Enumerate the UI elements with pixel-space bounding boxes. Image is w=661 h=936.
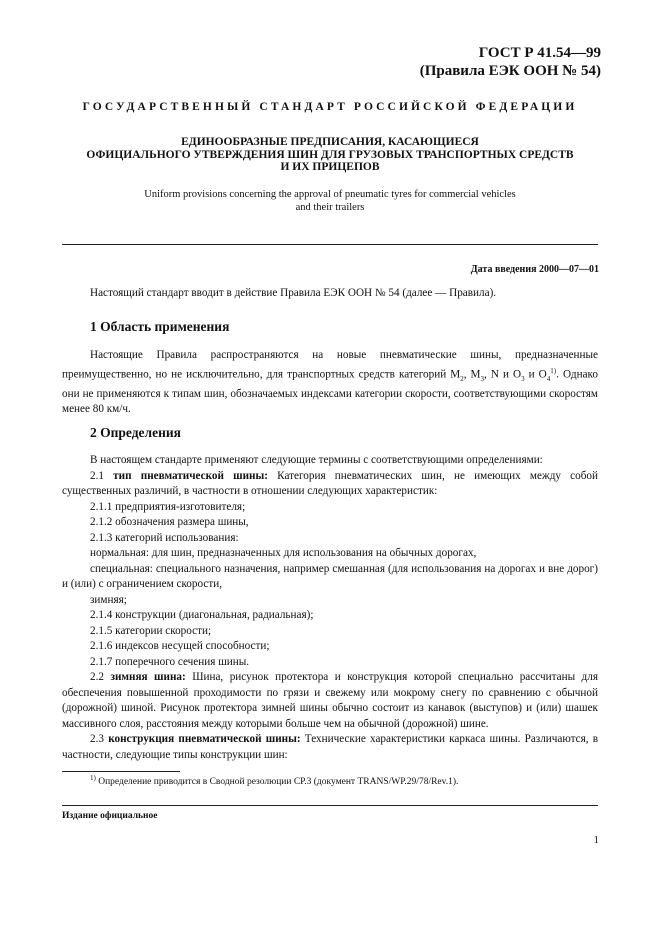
english-title-line: and their trailers (295, 202, 365, 213)
list-item: 2.1.4 конструкции (диагональная, радиальная); (90, 609, 314, 621)
english-title-line: Uniform provisions concerning the approval of pneumatic tyres for commercial vehicles (144, 189, 516, 200)
footnote: $^{1)}$ Определение приводится в Сводной резолюции СР.3 (документ TRANS/WP.29/78/Rev.1). (90, 774, 459, 788)
list-item: 2.1.7 поперечного сечения шины. (90, 655, 250, 668)
page-number: 1 (593, 834, 599, 846)
rule-reference: (Правила ЕЭК ООН № 54) (419, 63, 601, 79)
title-line: ОФИЦИАЛЬНОГО УТВЕРЖДЕНИЯ ШИН ДЛЯ ГРУЗОВЫХ ТРАНСПОРТНЫХ СРЕДСТВ (86, 148, 574, 161)
list-item: специальная: специального назначения, например смешанная (для использования на дорогах и вне дорог) и (или) с ограничением скорости, (62, 562, 598, 590)
term: конструкция пневматической шины: (108, 733, 301, 745)
state-standard-banner: ГОСУДАРСТВЕННЫЙ СТАНДАРТ РОССИЙСКОЙ ФЕДЕРАЦИИ (82, 101, 578, 113)
section-1-paragraph: Настоящие Правила распространяются на новые пневматические шины, предназначенные преимущественно, но не исключительно, для транспортных средств категорий $M_2$, $M_3$, N и $O_3$ и $O_4^{1)}$. Однако они не применяются к типам шин, обозначаемых индексами категории скорости, соответствующими скоростям менее 80 км/ч. (62, 349, 598, 416)
standard-code: ГОСТ Р 41.54—99 (478, 45, 601, 61)
section-2-body (62, 453, 598, 763)
title-line: ЕДИНООБРАЗНЫЕ ПРЕДПИСАНИЯ, КАСАЮЩИЕСЯ (181, 136, 479, 148)
definitions-intro: В настоящем стандарте применяют следующие термины с соответствующими определениями: (90, 454, 543, 466)
list-item: нормальная: для шин, предназначенных для использования на обычных дорогах, (90, 547, 477, 559)
title-line: И ИХ ПРИЦЕПОВ (280, 161, 380, 173)
section-1-heading: 1 Область применения (90, 319, 230, 334)
english-title (62, 188, 598, 214)
intro-paragraph: Настоящий стандарт вводит в действие Правила ЕЭК ООН № 54 (далее — Правила). (90, 287, 497, 299)
footnote-ref: 1) (550, 366, 557, 375)
list-item: 2.1.6 индексов несущей способности; (90, 640, 270, 652)
section-2-heading: 2 Определения (90, 425, 181, 440)
term: тип пневматической шины: (113, 469, 268, 482)
list-item: зимняя; (90, 593, 127, 606)
definition-2-3: 2.3 конструкция пневматической шины: Технические характеристики каркаса шины. Различаются, в частности, следующие типы конструкции шин: (62, 733, 598, 761)
footnote-divider (62, 771, 180, 772)
list-item: 2.1.3 категорий использования: (90, 531, 239, 544)
definition-2-2: 2.2 зимняя шина: Шина, рисунок протектора и конструкция которой специально рассчитаны для обеспечения повышенной проходимости по грязи и свежему или мокрому снегу по сравнению с обычной (дорожной) шиной. Рисунок протектора зимней шины обычно состоит из канавок (выступов) и (или) шашек массивного слоя, расстояния между которыми больше чем на обычной (дорожной) шине. (62, 671, 598, 730)
term: зимняя шина: (110, 671, 186, 683)
effective-date: Дата введения 2000—07—01 (470, 264, 599, 275)
list-item: 2.1.1 предприятия-изготовителя; (90, 500, 246, 513)
document-title (62, 136, 598, 174)
definition-2-1: 2.1 тип пневматической шины: Категория пневматических шин, не имеющих между собой существенных различий, в частности в отношении следующих характеристик: (62, 469, 598, 497)
document-header (420, 44, 601, 80)
list-item: 2.1.2 обозначения размера шины, (90, 516, 249, 528)
footer-divider (62, 805, 598, 806)
title-divider (62, 244, 598, 245)
list-item: 2.1.5 категории скорости; (90, 624, 212, 637)
edition-label: Издание официальное (62, 811, 158, 821)
